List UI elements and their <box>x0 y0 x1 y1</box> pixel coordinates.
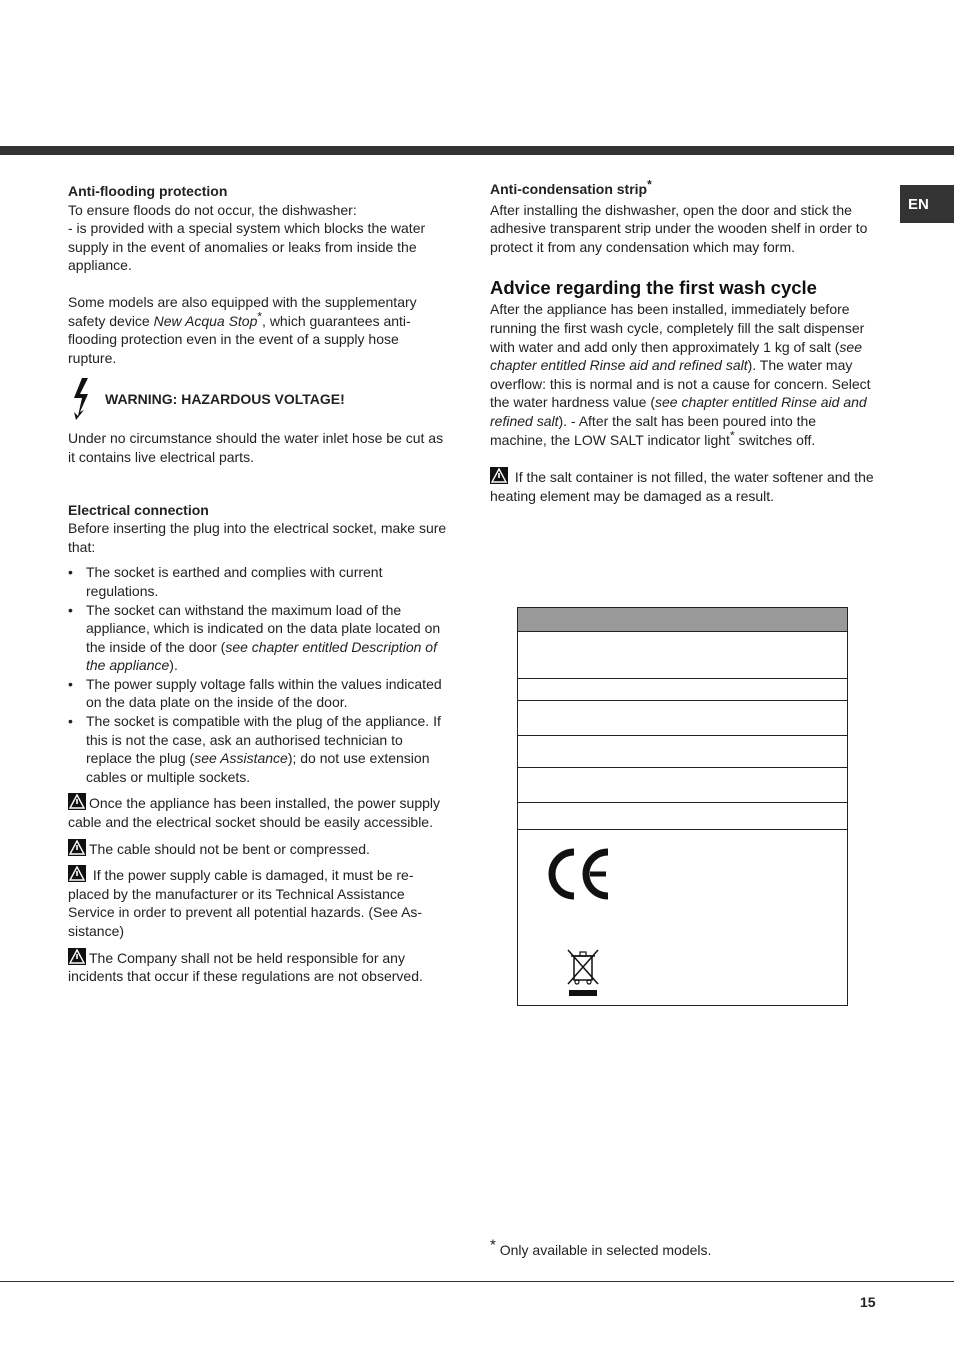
weee-bin-icon <box>566 948 600 998</box>
warning-title: WARNING: HAZARDOUS VOLTAGE! <box>105 391 345 408</box>
list-item: • The socket is earthed and complies with current regulations. <box>68 563 448 600</box>
language-tab: EN <box>900 185 954 223</box>
row-divider <box>518 678 847 679</box>
technical-data-table <box>517 607 848 1006</box>
warning-triangle-icon <box>490 467 508 484</box>
elec-heading: Electrical connection <box>68 501 209 518</box>
antiflood-heading: Anti-flooding protection <box>68 183 228 199</box>
note-4: The Company shall not be held responsible for any incidents that occur if these regulations are not observed. <box>68 949 423 985</box>
row-divider <box>518 735 847 736</box>
salt-warning: If the salt container is not filled, the water softener and the heating element may be damaged as a result. <box>490 469 874 504</box>
advice-text: After the appliance has been installed, immediately before running the first wash cycle, completely fill the salt dispenser with water and add only then approximately 1 kg of salt (see chapter entitled Rinse aid and refined salt). The water may overflow: this is normal and is not a cause for concern. Select the water hardness value (see chapter entitled Rinse aid and refined salt). - After the salt has been poured into the machine, the LOW SALT indicator light* switches off. <box>490 301 871 448</box>
bottom-rule <box>0 1281 954 1282</box>
warning-triangle-icon <box>68 865 86 882</box>
anticond-heading: Anti-condensation strip* <box>490 177 652 197</box>
antiflood-p3: Some models are also equipped with the supplementary safety device New Acqua Stop*, which guarantees anti-flooding protection even in the event of a supply hose rupture. <box>68 293 417 366</box>
row-divider <box>518 767 847 768</box>
advice-heading: Advice regarding the first wash cycle <box>490 277 817 299</box>
table-header <box>518 608 847 632</box>
lightning-bolt-icon <box>68 376 98 422</box>
warning-triangle-icon <box>68 839 86 856</box>
note-3: If the power supply cable is damaged, it must be re-placed by the manufacturer or its Technical Assistance Service in order to prevent all potential hazards. (See As-sistance) <box>68 867 423 939</box>
warning-triangle-icon <box>68 793 86 810</box>
elec-intro: Before inserting the plug into the electrical socket, make sure that: <box>68 520 447 555</box>
left-column <box>68 182 448 986</box>
antiflood-p2: - is provided with a special system which blocks the water supply in the event of anomalies or leaks from inside the appliance. <box>68 220 426 274</box>
row-divider <box>518 700 847 701</box>
elec-bullet-list <box>68 563 448 786</box>
antiflood-p1: To ensure floods do not occur, the dishwasher: <box>68 201 357 218</box>
list-item: • The power supply voltage falls within the values indicated on the data plate on the inside of the door. <box>68 675 448 712</box>
warning-text: Under no circumstance should the water inlet hose be cut as it contains live electrical parts. <box>68 430 444 465</box>
note-2: The cable should not be bent or compressed. <box>68 839 448 859</box>
row-divider <box>518 829 847 830</box>
list-item: • The socket can withstand the maximum load of the appliance, which is indicated on the data plate located on the inside of the door (see chapter entitled Description of the appliance). <box>68 601 448 675</box>
right-column <box>490 177 875 505</box>
list-item: • The socket is compatible with the plug of the appliance. If this is not the case, ask an authorised technician to replace the plug (see Assistance); do not use extension cables or multiple sockets. <box>68 712 448 786</box>
row-divider <box>518 802 847 803</box>
note-1: Once the appliance has been installed, the power supply cable and the electrical socket should be easily accessible. <box>68 795 441 831</box>
footnote: * Only available in selected models. <box>490 1236 712 1258</box>
voltage-warning <box>68 375 448 423</box>
top-rule <box>0 146 954 155</box>
warning-triangle-icon <box>68 948 86 965</box>
anticond-text: After installing the dishwasher, open the door and stick the adhesive transparent strip under the wooden shelf in order to protect it from any condensation which may form. <box>490 201 868 255</box>
page-number: 15 <box>860 1294 876 1310</box>
ce-mark-icon <box>546 848 612 900</box>
